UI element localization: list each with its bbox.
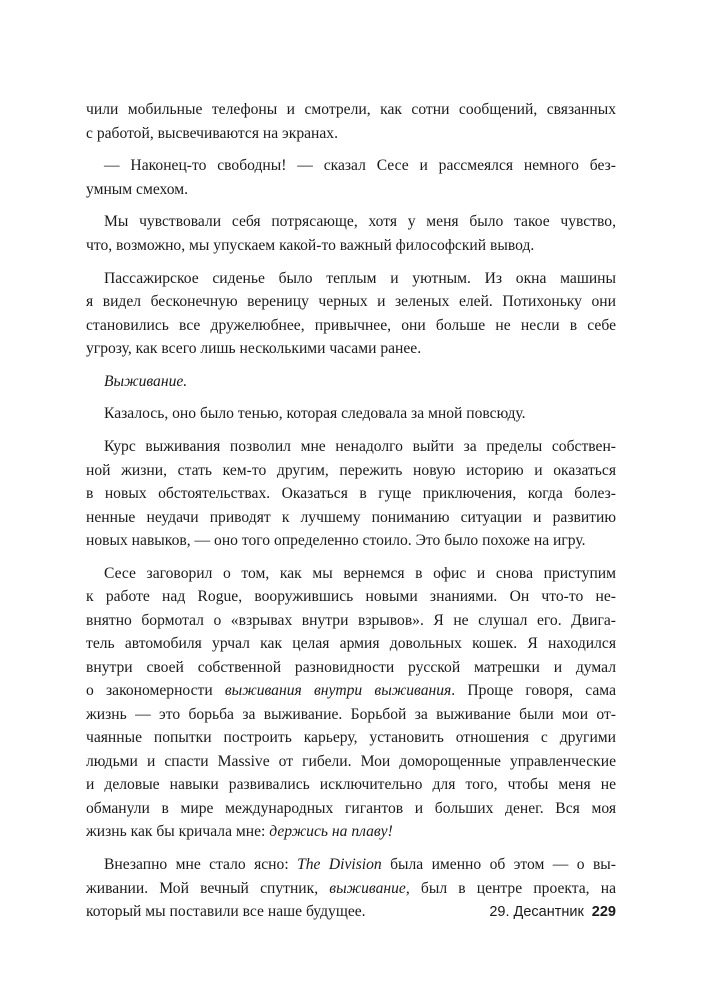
text-run: Мы чувствовали себя потрясающе, хотя у меня было такое чувство, (104, 213, 616, 231)
running-footer (489, 904, 616, 920)
italic-text: The Division (297, 856, 382, 873)
text-line (86, 609, 616, 633)
text-line (86, 585, 616, 609)
text-line (86, 210, 616, 234)
text-line (86, 234, 616, 258)
italic-text: выживание (329, 879, 406, 897)
text-run: в новых обстоятельствах. Оказаться в гуще приключения, когда болез- (86, 485, 616, 503)
page-number: 229 (591, 904, 616, 920)
text-line (86, 632, 616, 656)
text-run: к работе над Rogue, вооружившись новыми знаниями. Он что-то не- (86, 588, 616, 606)
text-run: о закономерности (86, 682, 225, 700)
text-line (86, 154, 616, 178)
text-run: Сесе заговорил о том, как мы вернемся в офис и снова приступим (104, 564, 616, 582)
text-run: становились все дружелюбнее, привычнее, они больше не несли в себе (86, 316, 616, 334)
text-line (86, 267, 616, 291)
text-run: и деловые навыки развивались исключительно для того, чтобы меня не (86, 776, 616, 794)
text-run: Внезапно мне стало ясно: (104, 856, 298, 873)
text-line (86, 370, 616, 394)
text-run: людьми и спасти Massive от гибели. Мои доморощенные управленческие (86, 752, 616, 770)
text-line (86, 337, 616, 361)
italic-text: выживания внутри выживания (224, 682, 452, 700)
italic-text: держись на плаву! (269, 823, 393, 841)
text-run: , был в центре проекта, на (405, 879, 616, 897)
text-line (86, 797, 616, 821)
text-run: . Проще говоря, сама (451, 682, 616, 700)
paragraph (86, 402, 616, 426)
text-line (86, 562, 616, 586)
text-run: Казалось, оно было тенью, которая следовала за мной повсюду. (104, 405, 526, 423)
text-run: внутри своей собственной разновидности русской матрешки и думал (86, 658, 616, 676)
paragraph (86, 98, 616, 145)
text-run: внятно бормотал о «взрывах внутри взрывов». Я не слушал его. Двига- (86, 611, 616, 629)
text-run: Пассажирское сиденье было теплым и уютным. Из окна машины (104, 269, 616, 287)
text-line (86, 877, 616, 901)
text-run: жизнь — это борьба за выживание. Борьбой за выживание были мои от- (86, 705, 616, 723)
text-run: чили мобильные телефоны и смотрели, как сотни сообщений, связанных (86, 101, 616, 118)
text-line (86, 506, 616, 530)
text-run: что, возможно, мы упускаем какой-то важный философский вывод. (86, 236, 535, 254)
text-line (86, 750, 616, 774)
text-run: с работой, высвечиваются на экранах. (86, 124, 338, 142)
text-line (86, 679, 616, 703)
text-line (86, 656, 616, 680)
text-run: жизнь как бы кричала мне: (86, 823, 270, 841)
text-run: чаянные попытки построить карьеру, установить отношения с другими (86, 729, 616, 747)
text-run: новых навыков, — оно того определенно стоило. Это было похоже на игру. (86, 532, 586, 550)
text-run: ной жизни, стать кем-то другим, пережить новую историю и оказаться (86, 461, 616, 479)
page-body (86, 98, 616, 924)
text-line (86, 435, 616, 459)
text-run: тель автомобиля урчал как целая армия довольных кошек. Я находился (86, 635, 616, 653)
text-run: угрозу, как всего лишь несколькими часами ранее. (86, 340, 422, 358)
text-line (86, 290, 616, 314)
text-run: — Наконец-то свободны! — сказал Сесе и рассмеялся немного без- (104, 157, 616, 175)
text-line (86, 820, 616, 844)
paragraph (86, 562, 616, 844)
text-run: Курс выживания позволил мне ненадолго выйти за пределы собствен- (104, 438, 616, 456)
text-run: ненные неудачи приводят к лучшему пониманию ситуации и развитию (86, 508, 616, 526)
paragraph (86, 435, 616, 553)
text-run: умным смехом. (86, 180, 189, 198)
paragraph (86, 210, 616, 257)
text-run: обманули в мире международных гигантов и больших денег. Вся моя (86, 799, 616, 817)
italic-text: Выживание. (104, 372, 188, 390)
text-line (86, 402, 616, 426)
paragraph (86, 267, 616, 361)
text-run: была именно об этом — о вы- (381, 856, 616, 873)
text-line (86, 853, 616, 877)
text-line (86, 703, 616, 727)
text-line (86, 726, 616, 750)
text-run: который мы поставили все наше будущее. (86, 903, 366, 920)
text-line (86, 98, 616, 122)
text-line (86, 178, 616, 202)
text-line (86, 314, 616, 338)
paragraph (86, 370, 616, 394)
text-line (86, 482, 616, 506)
text-run: я видел бесконечную вереницу черных и зеленых елей. Потихоньку они (86, 293, 616, 311)
text-line (86, 529, 616, 553)
text-line (86, 122, 616, 146)
text-line (86, 459, 616, 483)
text-run: живании. Мой вечный спутник, (86, 879, 330, 897)
paragraph (86, 154, 616, 201)
text-line (86, 773, 616, 797)
chapter-title: 29. Десантник (489, 904, 584, 920)
